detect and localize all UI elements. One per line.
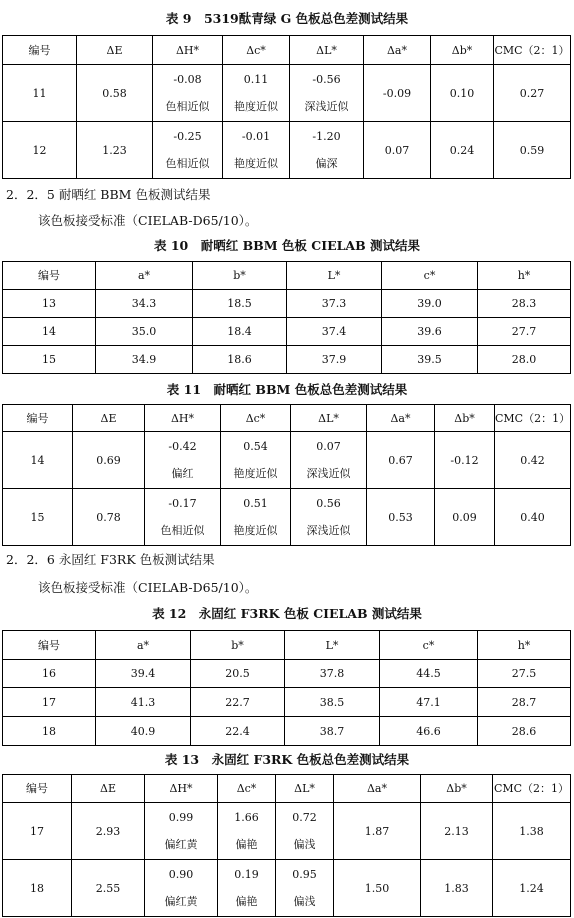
column-header: h*	[478, 262, 571, 290]
table-cell	[223, 122, 290, 179]
cell-value: 0.19	[234, 868, 259, 881]
table-cell: 0.67	[367, 432, 435, 489]
table-cell: 1.50	[334, 860, 421, 917]
cell-value: 0.56	[316, 497, 341, 510]
table-cell	[291, 489, 367, 546]
table-cell: 20.5	[191, 660, 285, 688]
table-cell: 22.4	[191, 717, 285, 746]
table-cell: 34.3	[96, 290, 193, 318]
column-header: ΔL*	[290, 36, 364, 65]
table-cell: 2.13	[421, 803, 493, 860]
table-header-row	[3, 775, 571, 803]
table-cell: 27.5	[478, 660, 571, 688]
column-header: Δc*	[223, 36, 290, 65]
table-cell: 18.6	[193, 346, 287, 374]
section-paragraph: 该色板接受标准（CIELAB-D65/10）。	[38, 580, 258, 595]
table-cell: 18	[3, 717, 96, 746]
table-cell: 2.93	[72, 803, 145, 860]
column-header: ΔH*	[145, 775, 218, 803]
table-row	[3, 122, 571, 179]
table9-caption: 表 9 5319酞青绿 G 色板总色差测试结果	[165, 11, 409, 26]
cell-note: 色相近似	[160, 524, 205, 537]
table-cell: 39.0	[382, 290, 478, 318]
table-header-row	[3, 36, 571, 65]
cell-value: 0.51	[243, 497, 268, 510]
table-cell: 44.5	[380, 660, 478, 688]
column-header: Δa*	[364, 36, 431, 65]
table-cell: 0.69	[73, 432, 145, 489]
table10	[2, 261, 571, 374]
table-cell: 1.38	[493, 803, 571, 860]
cell-value: 0.90	[168, 868, 194, 881]
table-cell: 37.4	[287, 318, 382, 346]
table-cell: 39.5	[382, 346, 478, 374]
column-header: ΔH*	[145, 405, 221, 432]
section-paragraph: 该色板接受标准（CIELAB-D65/10）。	[38, 213, 258, 228]
table-cell: 41.3	[96, 688, 191, 717]
table12	[2, 630, 571, 746]
column-header: CMC（2：1）	[493, 775, 571, 803]
table-cell: 39.6	[382, 318, 478, 346]
cell-value: 0.54	[243, 440, 268, 453]
table-cell	[291, 432, 367, 489]
column-header: ΔH*	[153, 36, 223, 65]
cell-note: 偏红黄	[164, 838, 198, 851]
column-header: c*	[382, 262, 478, 290]
table-row	[3, 660, 571, 688]
column-header: Δb*	[435, 405, 495, 432]
column-header: 编号	[3, 262, 96, 290]
table-cell: 0.78	[73, 489, 145, 546]
cell-note: 偏红	[171, 467, 194, 480]
cell-value: 1.66	[234, 811, 259, 824]
column-header: 编号	[3, 36, 77, 65]
table-cell	[145, 803, 218, 860]
table-row	[3, 489, 571, 546]
column-header: ΔL*	[276, 775, 334, 803]
column-header: c*	[380, 631, 478, 660]
table13	[2, 774, 571, 917]
column-header: Δa*	[367, 405, 435, 432]
table-cell: 1.83	[421, 860, 493, 917]
table-row	[3, 290, 571, 318]
table-cell: 28.0	[478, 346, 571, 374]
table-cell: 11	[3, 65, 77, 122]
table-cell: 0.58	[77, 65, 153, 122]
column-header: Δa*	[334, 775, 421, 803]
cell-note: 偏艳	[235, 838, 258, 851]
table-cell: 17	[3, 803, 72, 860]
cell-note: 深浅近似	[306, 524, 351, 537]
cell-note: 艳度近似	[233, 524, 278, 537]
cell-value: 0.07	[316, 440, 341, 453]
table-cell: 18.5	[193, 290, 287, 318]
table-cell: 2.55	[72, 860, 145, 917]
cell-note: 偏艳	[235, 895, 258, 908]
table-cell	[218, 860, 276, 917]
table-cell	[221, 432, 291, 489]
table-cell: 37.9	[287, 346, 382, 374]
column-header: Δc*	[218, 775, 276, 803]
cell-note: 偏浅	[293, 838, 316, 851]
column-header: 编号	[3, 631, 96, 660]
cell-note: 深浅近似	[304, 100, 349, 113]
table-cell: 0.42	[495, 432, 571, 489]
table-cell: 27.7	[478, 318, 571, 346]
column-header: 编号	[3, 405, 73, 432]
section-heading: 2．2．5 耐晒红 BBM 色板测试结果	[6, 187, 211, 202]
column-header: CMC（2：1）	[494, 36, 571, 65]
column-header: Δb*	[431, 36, 494, 65]
column-header: Δb*	[421, 775, 493, 803]
table-cell: 13	[3, 290, 96, 318]
table-cell: 0.24	[431, 122, 494, 179]
table-cell: 0.07	[364, 122, 431, 179]
table11-caption: 表 11 耐晒红 BBM 色板总色差测试结果	[166, 382, 408, 397]
table-cell: 0.40	[495, 489, 571, 546]
table-cell: 38.7	[285, 717, 380, 746]
table-cell: 15	[3, 489, 73, 546]
table-cell	[153, 65, 223, 122]
table11	[2, 404, 571, 546]
table-cell: 0.59	[494, 122, 571, 179]
table-cell: 1.87	[334, 803, 421, 860]
column-header: ΔE	[73, 405, 145, 432]
table9	[2, 35, 571, 179]
cell-value: 0.72	[292, 811, 317, 824]
table-cell: 0.53	[367, 489, 435, 546]
table-cell: 17	[3, 688, 96, 717]
table-row	[3, 803, 571, 860]
table-cell: 18	[3, 860, 72, 917]
column-header: ΔE	[72, 775, 145, 803]
table-cell	[218, 803, 276, 860]
table-cell: 0.27	[494, 65, 571, 122]
cell-note: 色相近似	[165, 100, 210, 113]
table-cell: 38.5	[285, 688, 380, 717]
cell-value: 0.99	[168, 811, 194, 824]
table12-caption: 表 12 永固红 F3RK 色板 CIELAB 测试结果	[152, 606, 422, 621]
table-row	[3, 860, 571, 917]
table-row	[3, 432, 571, 489]
table-header-row	[3, 631, 571, 660]
section-heading: 2．2．6 永固红 F3RK 色板测试结果	[6, 552, 215, 567]
column-header: Δc*	[221, 405, 291, 432]
cell-note: 色相近似	[165, 157, 210, 170]
table-cell: 47.1	[380, 688, 478, 717]
table-cell: -0.12	[435, 432, 495, 489]
table-cell: 28.3	[478, 290, 571, 318]
cell-value: 0.95	[292, 868, 317, 881]
cell-value: -1.20	[312, 130, 341, 143]
column-header: a*	[96, 262, 193, 290]
table-cell: 14	[3, 318, 96, 346]
table-cell	[221, 489, 291, 546]
table-cell	[290, 122, 364, 179]
table-cell: -0.09	[364, 65, 431, 122]
column-header: L*	[287, 262, 382, 290]
cell-value: -0.01	[241, 130, 271, 143]
table-row	[3, 65, 571, 122]
table-header-row	[3, 405, 571, 432]
table-row	[3, 688, 571, 717]
cell-value: 0.11	[243, 73, 269, 86]
table-cell: 1.23	[77, 122, 153, 179]
table-cell: 1.24	[493, 860, 571, 917]
table-cell: 35.0	[96, 318, 193, 346]
table-cell	[223, 65, 290, 122]
table-cell: 18.4	[193, 318, 287, 346]
column-header: a*	[96, 631, 191, 660]
table-cell	[145, 489, 221, 546]
cell-value: -0.08	[173, 73, 202, 86]
table-cell	[276, 860, 334, 917]
cell-note: 艳度近似	[234, 100, 278, 113]
column-header: ΔL*	[291, 405, 367, 432]
table13-caption: 表 13 永固红 F3RK 色板总色差测试结果	[164, 752, 410, 767]
column-header: ΔE	[77, 36, 153, 65]
table-cell: 22.7	[191, 688, 285, 717]
cell-note: 艳度近似	[233, 467, 278, 480]
cell-note: 偏深	[315, 157, 338, 170]
table-cell: 46.6	[380, 717, 478, 746]
table-cell: 37.8	[285, 660, 380, 688]
cell-note: 艳度近似	[234, 157, 278, 170]
column-header: CMC（2：1）	[495, 405, 571, 432]
column-header: L*	[285, 631, 380, 660]
cell-note: 深浅近似	[306, 467, 351, 480]
column-header: b*	[193, 262, 287, 290]
table-row	[3, 318, 571, 346]
table-row	[3, 717, 571, 746]
table-cell: 39.4	[96, 660, 191, 688]
table-cell: 0.09	[435, 489, 495, 546]
table-cell	[290, 65, 364, 122]
table-cell	[276, 803, 334, 860]
table-cell: 28.6	[478, 717, 571, 746]
table10-caption: 表 10 耐晒红 BBM 色板 CIELAB 测试结果	[154, 238, 420, 253]
cell-note: 偏红黄	[164, 895, 198, 908]
table-cell: 37.3	[287, 290, 382, 318]
column-header: 编号	[3, 775, 72, 803]
column-header: h*	[478, 631, 571, 660]
table-cell: 0.10	[431, 65, 494, 122]
table-cell: 14	[3, 432, 73, 489]
table-cell: 16	[3, 660, 96, 688]
cell-note: 偏浅	[293, 895, 316, 908]
table-cell	[145, 432, 221, 489]
cell-value: -0.56	[312, 73, 341, 86]
table-cell	[145, 860, 218, 917]
table-cell: 34.9	[96, 346, 193, 374]
cell-value: -0.17	[168, 497, 197, 510]
table-cell: 40.9	[96, 717, 191, 746]
table-cell	[153, 122, 223, 179]
column-header: b*	[191, 631, 285, 660]
table-header-row	[3, 262, 571, 290]
table-row	[3, 346, 571, 374]
table-cell: 12	[3, 122, 77, 179]
table-cell: 28.7	[478, 688, 571, 717]
cell-value: -0.42	[168, 440, 197, 453]
table-cell: 15	[3, 346, 96, 374]
cell-value: -0.25	[173, 130, 202, 143]
